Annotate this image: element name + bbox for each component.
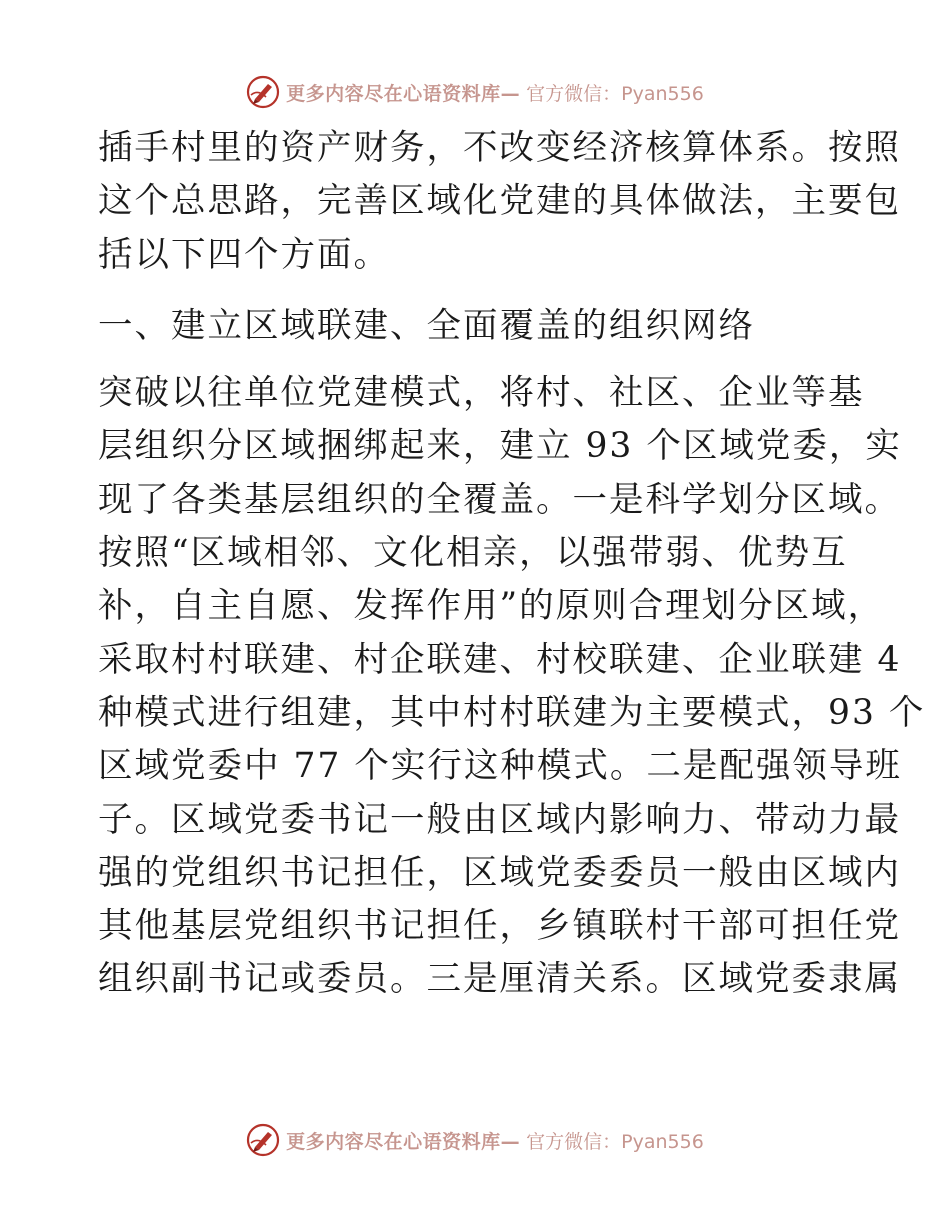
header-banner: [0, 72, 950, 112]
banner-wechat: 官方微信：Pyan556: [526, 1130, 704, 1153]
text-line: 组织副书记或委员。三是厘清关系。区域党委隶属: [98, 959, 901, 1000]
banner-text: 更多内容尽在心语资料库—: [286, 1130, 521, 1153]
banner-text: 更多内容尽在心语资料库—: [286, 82, 521, 105]
text-line: 这个总思路，完善区域化党建的具体做法，主要包: [98, 181, 901, 222]
text-line: 采取村村联建、村企联建、村校联建、企业联建 4: [98, 639, 902, 680]
text-line: 种模式进行组建，其中村村联建为主要模式，93 个: [98, 692, 926, 733]
text-line: 突破以往单位党建模式，将村、社区、企业等基: [98, 373, 865, 414]
text-line: 区域党委中 77 个实行这种模式。二是配强领导班: [98, 746, 902, 787]
text-line: 补，自主自愿、发挥作用”的原则合理划分区域，: [98, 586, 885, 627]
text-line: 层组织分区域捆绑起来，建立 93 个区域党委，实: [98, 426, 902, 467]
text-line: 现了各类基层组织的全覆盖。一是科学划分区域。: [98, 479, 901, 520]
text-line: 按照“区域相邻、文化相亲，以强带弱、优势互: [98, 533, 848, 574]
banner-wechat: 官方微信：Pyan556: [526, 82, 704, 105]
text-line: 其他基层党组织书记担任，乡镇联村干部可担任党: [98, 906, 901, 947]
text-line: 插手村里的资产财务，不改变经济核算体系。按照: [98, 128, 901, 168]
footer-banner: [0, 1120, 950, 1160]
pen-logo-icon: [246, 75, 280, 109]
document-body: [98, 122, 926, 1007]
text-line: 括以下四个方面。: [98, 234, 390, 275]
text-line: 子。区域党委书记一般由区域内影响力、带动力最: [98, 799, 901, 840]
pen-logo-icon: [246, 1123, 280, 1157]
text-line: 强的党组织书记担任，区域党委委员一般由区域内: [98, 852, 901, 893]
section-heading: 一、建立区域联建、全面覆盖的组织网络: [98, 305, 755, 346]
